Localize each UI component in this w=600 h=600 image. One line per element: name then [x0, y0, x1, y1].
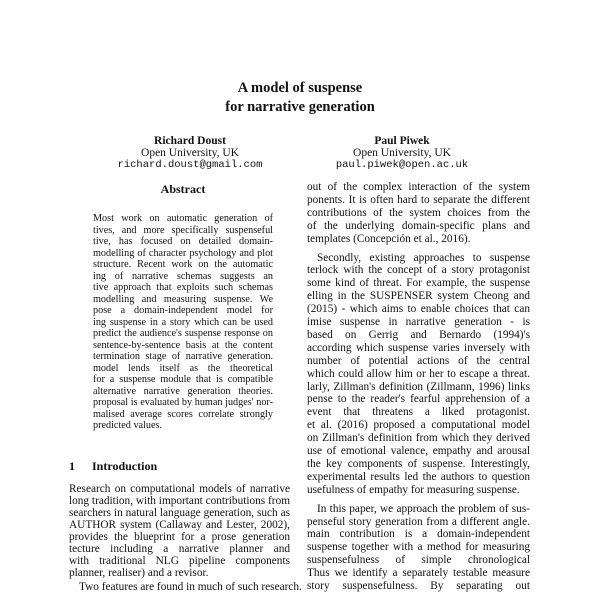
text-line: story suspensefulness. By separating out: [307, 580, 530, 592]
text-line: event that threatens a liked protagonist.: [307, 406, 530, 419]
text-line: pense to the reader's fearful apprehension of a: [307, 393, 530, 406]
title-line-2: for narrative generation: [225, 99, 375, 115]
text-line: Most work on automatic generation of: [93, 213, 273, 224]
text-line: ing of narrative schemas suggests an: [93, 270, 273, 282]
title-line-1: A model of suspense: [237, 80, 363, 96]
text-line: use of emotional valence, empathy and arousal: [307, 445, 530, 457]
text-line: (2015) - which aims to enable choices that can: [307, 303, 530, 316]
abstract-heading: Abstract: [160, 182, 206, 196]
text-line: sentence-by-sentence basis at the content: [93, 339, 273, 351]
text-line: alternative narrative generation theories.: [93, 385, 273, 397]
text-line: pose a domain-independent model for: [93, 305, 273, 316]
text-line: predicted values.: [93, 420, 163, 431]
text-line: number of potential actions of the central: [307, 354, 530, 367]
section-heading: [69, 459, 157, 474]
text-line: suspense together with a method for measuring: [307, 541, 530, 554]
text-line: on Zillman's definition from which they derived: [307, 432, 530, 445]
text-line: with traditional NLG pipeline components: [69, 555, 290, 567]
text-line: some kind of threat. For example, the suspense: [307, 277, 530, 290]
text-line: modelling and measuring suspense. We: [93, 293, 273, 305]
text-line: according which suspense varies inversely with: [307, 341, 530, 354]
text-line: AUTHOR system (Callaway and Lester, 2002),: [69, 519, 290, 531]
text-line: ing suspense in a story which can be used: [93, 316, 273, 328]
text-line: out of the complex interaction of the system: [307, 181, 530, 193]
text-line: structure. Recent work on the automatic: [93, 259, 273, 270]
author-affiliation: Open University, UK: [141, 147, 239, 159]
text-line: malised average scores correlate strongly: [93, 408, 273, 420]
text-line: which could allow him or her to escape a threat.: [307, 367, 530, 380]
author-name: Richard Doust: [154, 135, 226, 147]
text-line: tive, has focused on detailed domain-: [93, 236, 273, 247]
section-number: 1: [69, 459, 75, 473]
text-line: usefulness of empathy for measuring suspense.: [307, 483, 520, 496]
text-line: et al. (2016) proposed a computational model: [307, 419, 530, 432]
text-line: Research on computational models of narrative: [69, 483, 290, 495]
text-line: planner, realiser) and a revisor.: [69, 567, 209, 579]
text-line: for a suspense module that is compatible: [93, 374, 273, 385]
text-line: larly, Zillman's definition (Zillmann, 1996) links: [307, 380, 530, 393]
text-line: contributions of the system choices from the: [307, 206, 530, 219]
text-line: experimental results led the authors to question: [307, 470, 530, 483]
author-name: Paul Piwek: [374, 135, 430, 147]
text-line: the key components of suspense. Interestingly,: [307, 457, 530, 470]
text-line: predict the audience's suspense response on: [93, 328, 273, 339]
text-line: Thus we identify a separately testable measure: [307, 567, 530, 580]
text-line: based on Gerrig and Bernardo (1994)'s: [307, 328, 530, 341]
text-line: Secondly, existing approaches to suspense: [317, 251, 530, 264]
text-line: tives, and more specifically suspenseful: [93, 224, 273, 236]
text-line: model lends itself as the theoretical: [93, 362, 273, 374]
author-email: paul.piwek@open.ac.uk: [335, 159, 469, 171]
text-line: templates (Concepción et al., 2016).: [307, 232, 471, 245]
author-block-1: [70, 135, 310, 171]
text-line: main contribution is a domain-independent: [307, 528, 530, 541]
text-line: of the underlying domain-specific plans and: [307, 219, 530, 232]
text-line: tive approach that exploits such schemas: [93, 282, 273, 293]
text-line: tecture including a narrative planner and: [69, 543, 290, 555]
text-line: elling in the SUSPENSER system Cheong and: [307, 290, 530, 303]
author-affiliation: Open University, UK: [353, 147, 451, 159]
text-line: long tradition, with important contributions from: [69, 495, 290, 507]
section-title: Introduction: [92, 459, 158, 473]
text-line: proposal is evaluated by human judges' nor-: [93, 397, 273, 408]
text-line: Two features are found in much of such research.: [79, 581, 302, 593]
text-line: modelling of character psychology and plot: [93, 247, 273, 259]
author-block-2: [282, 135, 522, 171]
text-line: provides the blueprint for a prose generation: [69, 531, 290, 543]
text-line: suspensefulness of simple chronological: [307, 554, 530, 567]
text-line: imise suspense in narrative generation - is: [307, 316, 530, 328]
author-email: richard.doust@gmail.com: [117, 159, 263, 171]
text-line: penseful story generation from a different angle.: [307, 515, 530, 528]
text-line: searchers in natural language generation, such as: [69, 507, 290, 519]
text-line: termination stage of narrative generation.: [93, 351, 273, 362]
text-line: ponents. It is often hard to separate the different: [307, 193, 530, 206]
text-line: terlock with the concept of a story protagonist: [307, 264, 530, 277]
text-line: In this paper, we approach the problem of sus-: [317, 502, 530, 515]
